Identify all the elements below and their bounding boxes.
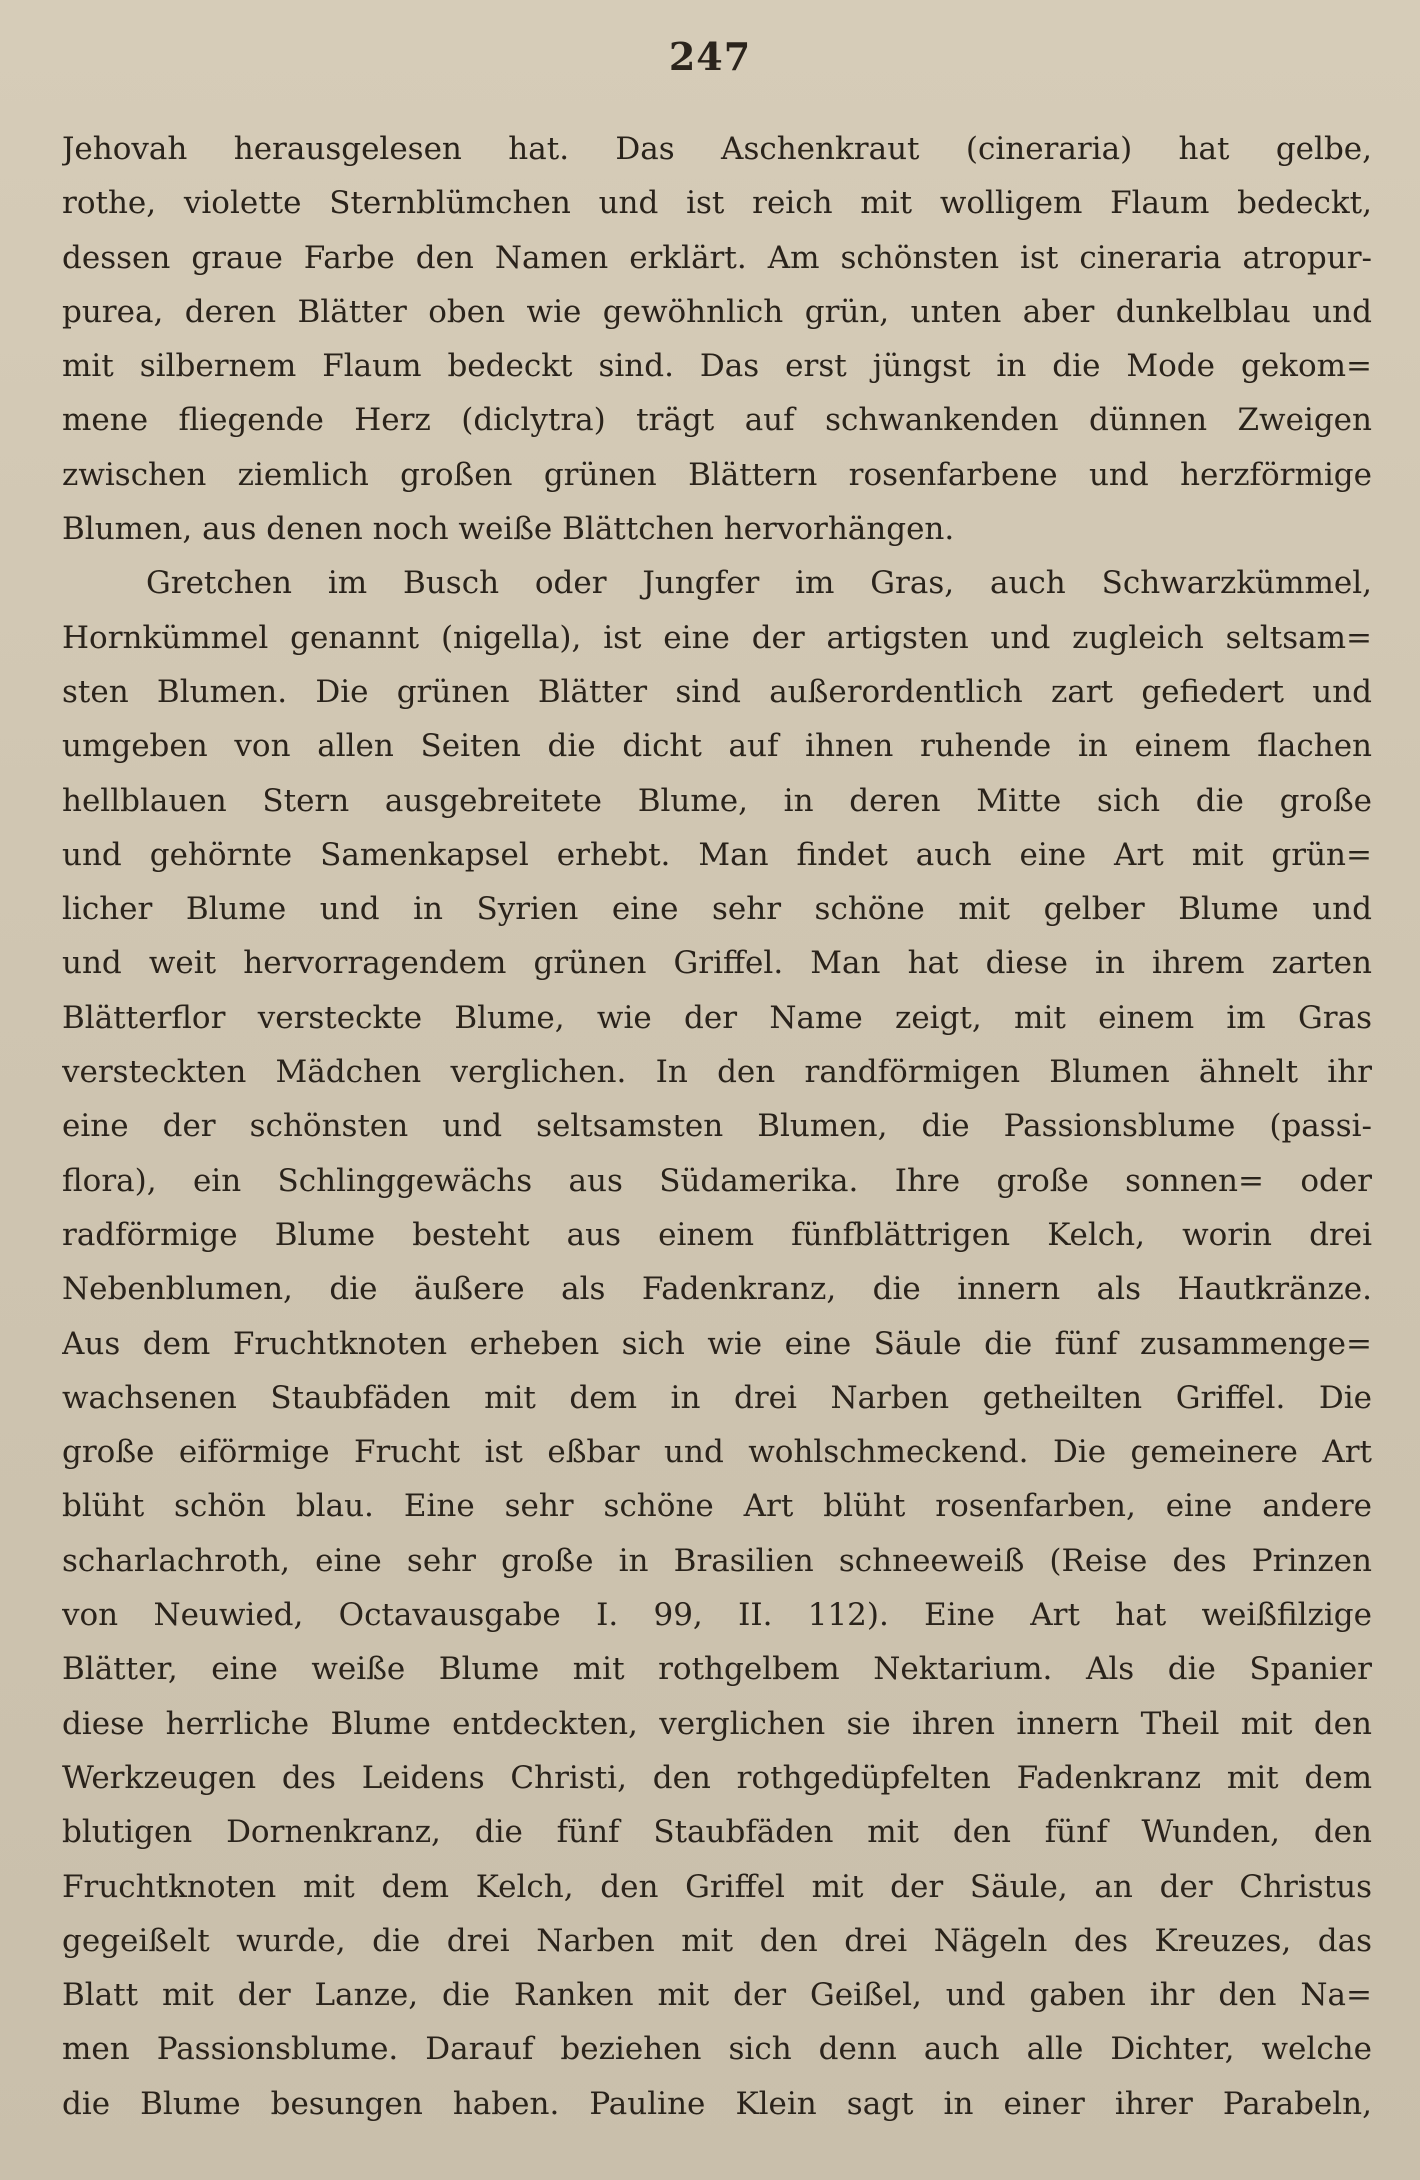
text-line: wachsenen Staubfäden mit dem in drei Narben getheilten Griffel. Die (62, 1379, 1372, 1416)
body-text (62, 122, 1372, 2131)
text-line: versteckten Mädchen verglichen. In den randförmigen Blumen ähnelt ihr (62, 1054, 1372, 1091)
text-line: Werkzeugen des Leidens Christi, den rothgedüpfelten Fadenkranz mit dem (62, 1759, 1372, 1796)
text-line: gegeißelt wurde, die drei Narben mit den drei Nägeln des Kreuzes, das (62, 1922, 1372, 1959)
text-line: Gretchen im Busch oder Jungfer im Gras, auch Schwarzkümmel, (146, 565, 1372, 602)
text-line: men Passionsblume. Darauf beziehen sich denn auch alle Dichter, welche (62, 2031, 1372, 2068)
text-line: licher Blume und in Syrien eine sehr schöne mit gelber Blume und (62, 891, 1372, 928)
text-line: Hornkümmel genannt (nigella), ist eine der artigsten und zugleich seltsam= (62, 619, 1372, 656)
text-line: eine der schönsten und seltsamsten Blumen, die Passionsblume (passi- (62, 1108, 1372, 1145)
text-line: Blätter, eine weiße Blume mit rothgelbem Nektarium. Als die Spanier (62, 1651, 1372, 1688)
text-line: Jehovah herausgelesen hat. Das Aschenkraut (cineraria) hat gelbe, (62, 131, 1372, 167)
text-line: hellblauen Stern ausgebreitete Blume, in deren Mitte sich die große (62, 782, 1372, 819)
text-line: Fruchtknoten mit dem Kelch, den Griffel mit der Säule, an der Christus (62, 1868, 1372, 1905)
text-line: große eiförmige Frucht ist eßbar und wohlschmeckend. Die gemeinere Art (62, 1434, 1372, 1471)
text-line: Nebenblumen, die äußere als Fadenkranz, die innern als Hautkränze. (62, 1271, 1372, 1308)
text-line: und gehörnte Samenkapsel erhebt. Man findet auch eine Art mit grün= (62, 836, 1372, 873)
text-line: zwischen ziemlich großen grünen Blättern rosenfarbene und herzförmige (62, 456, 1372, 493)
text-line: scharlachroth, eine sehr große in Brasilien schneeweiß (Reise des Prinzen (62, 1542, 1372, 1579)
text-line: diese herrliche Blume entdeckten, verglichen sie ihren innern Theil mit den (62, 1705, 1372, 1742)
text-line: die Blume besungen haben. Pauline Klein sagt in einer ihrer Parabeln, (62, 2085, 1372, 2122)
text-line: purea, deren Blätter oben wie gewöhnlich grün, unten aber dunkelblau und (62, 293, 1372, 330)
text-line: von Neuwied, Octavausgabe I. 99, II. 112). Eine Art hat weißfilzige (62, 1597, 1372, 1634)
text-line: blüht schön blau. Eine sehr schöne Art blüht rosenfarben, eine andere (62, 1488, 1372, 1525)
page-number: 247 (668, 34, 752, 79)
text-line: und weit hervorragendem grünen Griffel. Man hat diese in ihrem zarten (62, 945, 1372, 982)
text-line: radförmige Blume besteht aus einem fünfblättrigen Kelch, worin drei (62, 1216, 1372, 1253)
text-line: blutigen Dornenkranz, die fünf Staubfäden mit den fünf Wunden, den (62, 1814, 1372, 1851)
text-line: mene fliegende Herz (diclytra) trägt auf schwankenden dünnen Zweigen (62, 402, 1372, 439)
text-line: Aus dem Fruchtknoten erheben sich wie eine Säule die fünf zusammenge= (62, 1325, 1372, 1362)
text-line: rothe, violette Sternblümchen und ist reich mit wolligem Flaum bedeckt, (62, 185, 1372, 222)
text-line: dessen graue Farbe den Namen erklärt. Am schönsten ist cineraria atropur- (62, 239, 1372, 276)
text-line: Blatt mit der Lanze, die Ranken mit der Geißel, und gaben ihr den Na= (62, 1977, 1372, 2014)
text-line: mit silbernem Flaum bedeckt sind. Das erst jüngst in die Mode gekom= (62, 348, 1372, 385)
text-line: Blumen, aus denen noch weiße Blättchen hervorhängen. (62, 511, 955, 548)
text-line: sten Blumen. Die grünen Blätter sind außerordentlich zart gefiedert und (62, 673, 1372, 710)
text-line: Blätterflor versteckte Blume, wie der Name zeigt, mit einem im Gras (62, 999, 1372, 1036)
text-line: umgeben von allen Seiten die dicht auf ihnen ruhende in einem flachen (62, 728, 1372, 765)
text-line: flora), ein Schlinggewächs aus Südamerika. Ihre große sonnen= oder (62, 1162, 1372, 1199)
